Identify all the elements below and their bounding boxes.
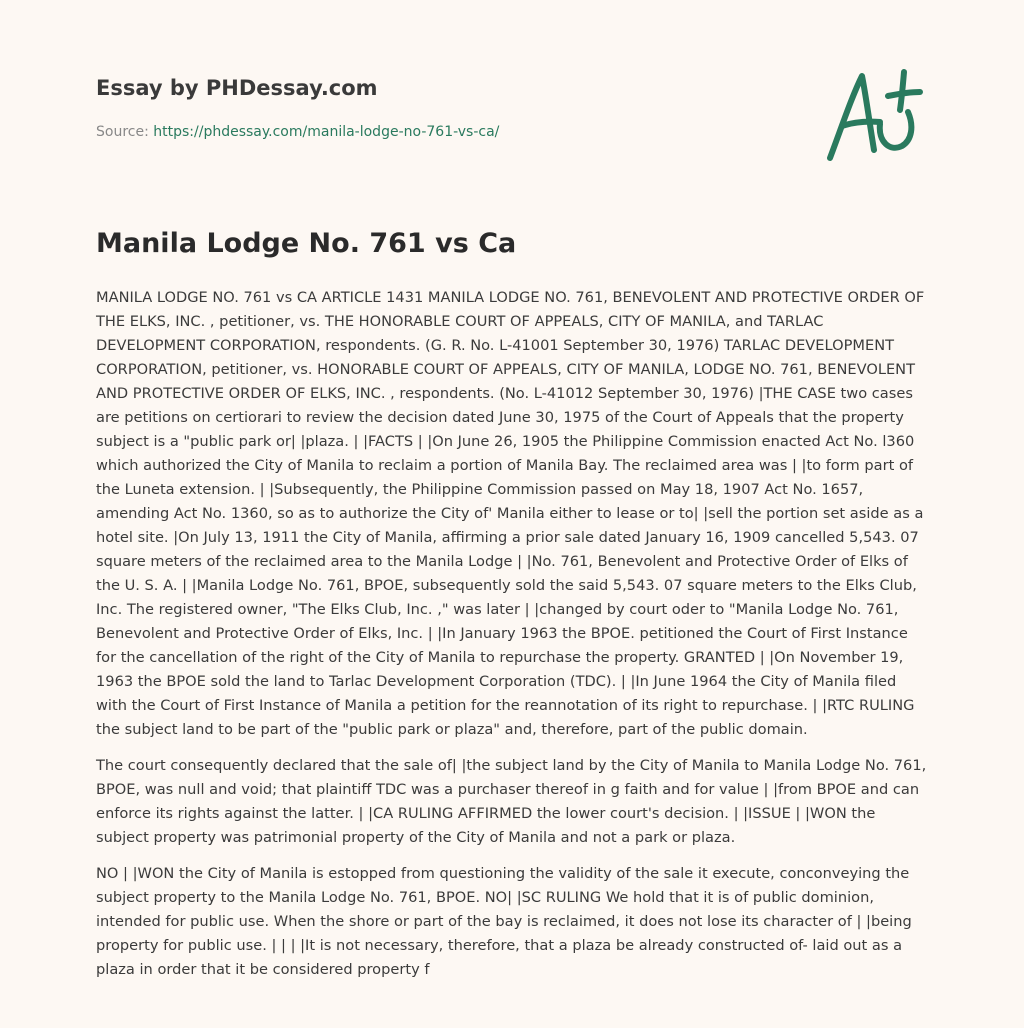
essay-body bbox=[96, 286, 928, 994]
essay-paragraph: The court consequently declared that the sale of| |the subject land by the City of Manila to Manila Lodge No. 761, BPOE, was null and void; that plaintiff TDC was a purchaser thereof in g faith and for value | |from BPOE and can enforce its rights against the latter. | |CA RULING AFFIRMED the lower court's decision. | |ISSUE | |WON the subject property was patrimonial property of the City of Manila and not a park or plaza. bbox=[96, 757, 927, 846]
essay-paragraph: NO | |WON the City of Manila is estopped from questioning the validity of the sale it execute, conconveying the subject property to the Manila Lodge No. 761, BPOE. NO| |SC RULING We hold that it is of public dominion, intended for public use. When the shore or part of the bay is reclaimed, it does not lose its character of | |being property for public use. | | | |It is not necessary, therefore, that a plaza be already constructed of- laid out as a plaza in order that it be considered property f bbox=[96, 865, 912, 978]
site-title: Essay by PHDessay.com bbox=[96, 76, 378, 100]
source-link[interactable]: https://phdessay.com/manila-lodge-no-761-vs-ca/ bbox=[153, 124, 500, 140]
source-label: Source: bbox=[96, 124, 149, 140]
essay-title: Manila Lodge No. 761 vs Ca bbox=[96, 228, 517, 259]
source-line bbox=[96, 124, 499, 140]
essay-paragraph: MANILA LODGE NO. 761 vs CA ARTICLE 1431 MANILA LODGE NO. 761, BENEVOLENT AND PROTECTIVE ORDER OF THE ELKS, INC. , petitioner, vs. THE HONORABLE COURT OF APPEALS, CITY OF MANILA, and TARLAC DEVELOPMENT CORPORATION, respondents. (G. R. No. L-41001 September 30, 1976) TARLAC DEVELOPMENT CORPORATION, petitioner, vs. HONORABLE COURT OF APPEALS, CITY OF MANILA, LODGE NO. 761, BENEVOLENT AND PROTECTIVE ORDER OF ELKS, INC. , respondents. (No. L-41012 September 30, 1976) |THE CASE two cases are petitions on certiorari to review the decision dated June 30, 1975 of the Court of Appeals that the property subject is a "public park or| |plaza. | |FACTS | |On June 26, 1905 the Philippine Commission enacted Act No. l360 which authorized the City of Manila to reclaim a portion of Manila Bay. The reclaimed area was | |to form part of the Luneta extension. | |Subsequently, the Philippine Commission passed on May 18, 1907 Act No. 1657, amending Act No. 1360, so as to authorize the City of' Manila either to lease or to| |sell the portion set aside as a hotel site. |On July 13, 1911 the City of Manila, affirming a prior sale dated January 16, 1909 cancelled 5,543. 07 square meters of the reclaimed area to the Manila Lodge | |No. 761, Benevolent and Protective Order of Elks of the U. S. A. | |Manila Lodge No. 761, BPOE, subsequently sold the said 5,543. 07 square meters to the Elks Club, Inc. The registered owner, "The Elks Club, Inc. ," was later | |changed by court oder to "Manila Lodge No. 761, Benevolent and Protective Order of Elks, Inc. | |In January 1963 the BPOE. petitioned the Court of First Instance for the cancellation of the right of the City of Manila to repurchase the property. GRANTED | |On November 19, 1963 the BPOE sold the land to Tarlac Development Corporation (TDC). | |In June 1964 the City of Manila filed with the Court of First Instance of Manila a petition for the reannotation of its right to repurchase. | |RTC RULING the subject land to be part of the "public park or plaza" and, therefore, part of the public domain. bbox=[96, 289, 925, 738]
a-plus-logo-icon bbox=[820, 66, 930, 166]
